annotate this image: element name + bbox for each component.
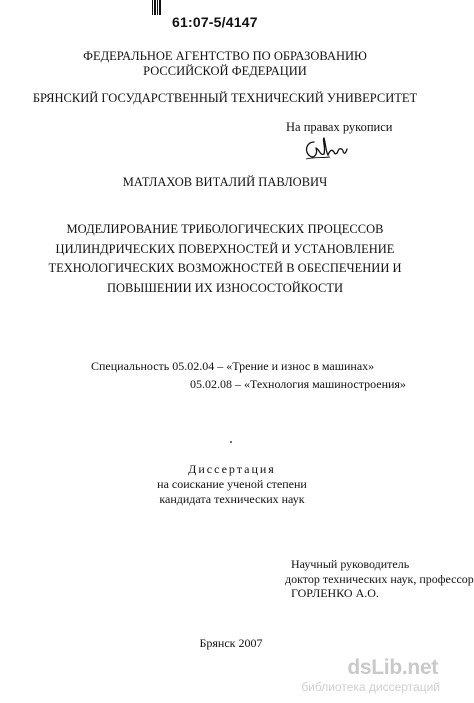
dissertation-degree	[0, 477, 450, 507]
agency-line-2: РОССИЙСКОЙ ФЕДЕРАЦИИ	[143, 64, 307, 78]
rights-note: На правах рукописи	[286, 120, 393, 134]
dissertation-heading: Диссертация	[188, 462, 276, 476]
supervisor-line-2: доктор технических наук, профессор	[285, 571, 474, 586]
barcode-mark	[152, 0, 162, 15]
thesis-title-line: МОДЕЛИРОВАНИЕ ТРИБОЛОГИЧЕСКИХ ПРОЦЕССОВ	[66, 222, 384, 236]
catalog-number: 61:07-5/4147	[172, 14, 258, 30]
speck-dot	[230, 441, 232, 443]
dissertation-line-2: кандидата технических наук	[159, 492, 305, 506]
supervisor-line-1: Научный руководитель	[291, 557, 410, 571]
supervisor-block	[285, 557, 474, 601]
thesis-title-line: ЦИЛИНДРИЧЕСКИХ ПОВЕРХНОСТЕЙ И УСТАНОВЛЕНИЕ	[55, 241, 395, 256]
thesis-title	[0, 220, 450, 298]
agency-line-1: ФЕДЕРАЛЬНОЕ АГЕНТСТВО ПО ОБРАЗОВАНИЮ	[83, 49, 367, 63]
watermark-logo: dsLib.net	[347, 656, 438, 679]
watermark-subtitle: библиотека диссертаций	[301, 680, 440, 694]
specialty-line-1: Специальность 05.02.04 – «Трение и износ в машинах»	[91, 359, 375, 373]
supervisor-name: ГОРЛЕНКО А.О.	[291, 586, 379, 600]
author-name: МАТЛАХОВ ВИТАЛИЙ ПАВЛОВИЧ	[122, 175, 328, 189]
thesis-title-line: ПОВЫШЕНИИ ИХ ИЗНОСОСТОЙКОСТИ	[106, 280, 343, 295]
dissertation-line-1: на соискание ученой степени	[157, 477, 307, 491]
university-name: БРЯНСКИЙ ГОСУДАРСТВЕННЫЙ ТЕХНИЧЕСКИЙ УНИВЕРСИТЕТ	[32, 91, 418, 105]
place-year: Брянск 2007	[199, 636, 263, 650]
thesis-title-line: ТЕХНОЛОГИЧЕСКИХ ВОЗМОЖНОСТЕЙ В ОБЕСПЕЧЕНИИ И	[48, 261, 402, 275]
agency-name	[0, 49, 450, 79]
handwritten-signature	[300, 136, 350, 162]
specialty-line-2: 05.02.08 – «Технология машиностроения»	[190, 377, 406, 391]
